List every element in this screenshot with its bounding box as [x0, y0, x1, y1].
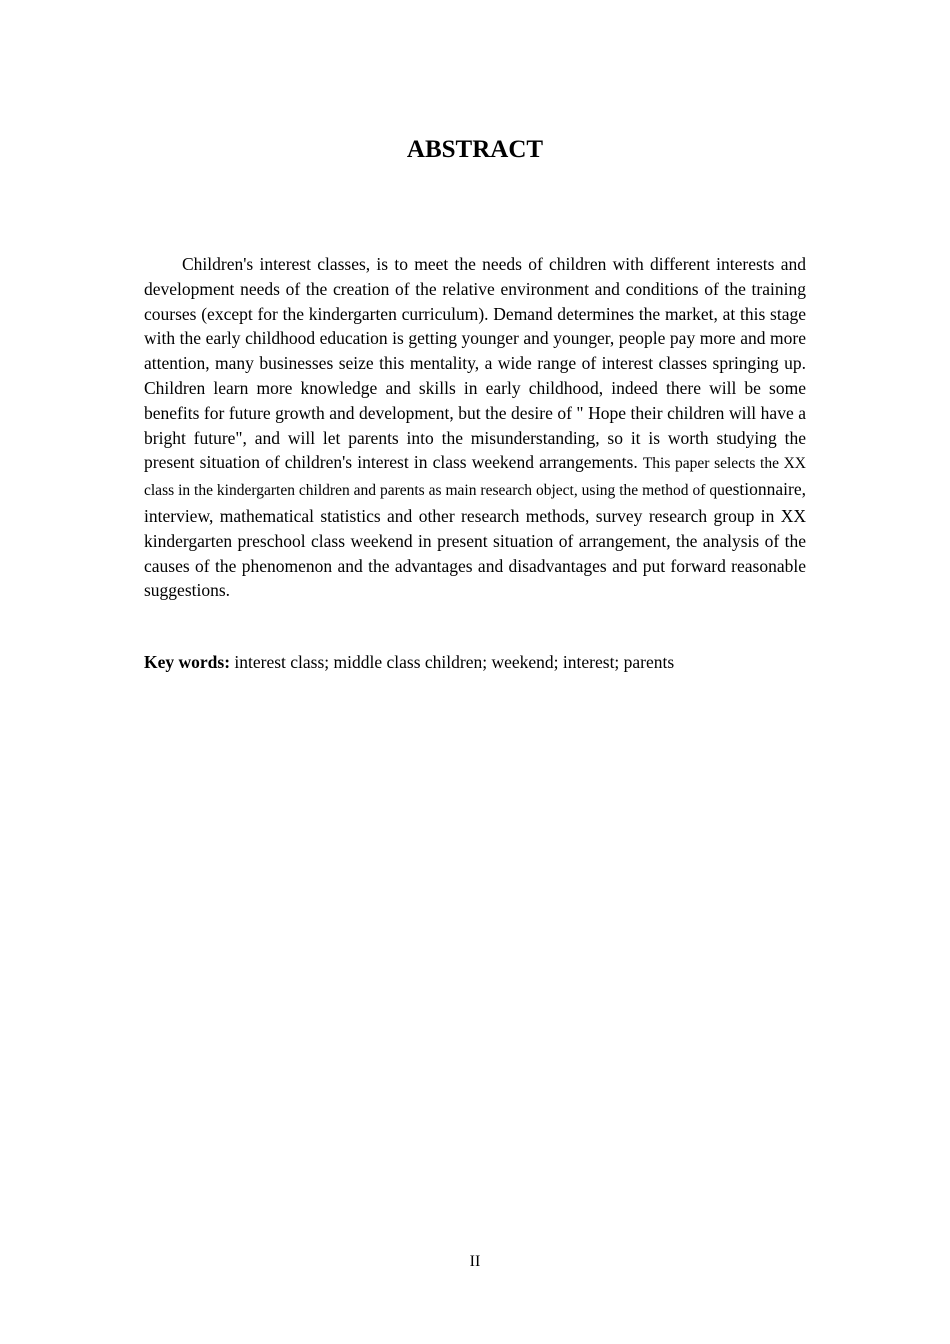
- abstract-text-part-1: Children's interest classes, is to meet the needs of children with different interests and development needs of the creation of the relative environment and conditions of the training courses (except for the kindergarten curriculum). Demand determines the market, at this stage with the early childhood education is getting younger and younger, people pay more and more attention, many businesses seize this mentality, a wide range of interest classes springing up. Children learn more knowledge and skills in early childhood, indeed there will be some benefits for future growth and development, but the desire of " Hope their children will have a bright future", and will let parents into the misunderstanding, so it is worth studying the present situation of children's interest in class weekend arrangements.: [144, 254, 806, 473]
- abstract-text-part-3: estionnaire, interview, mathematical statistics and other research methods, survey research group in XX kindergarten preschool class weekend in present situation of arrangement, the analysis of the causes of the phenomenon and the advantages and disadvantages and put forward reasonable suggestions.: [144, 479, 806, 601]
- page-number: II: [469, 1253, 481, 1270]
- keywords-line: [144, 650, 806, 675]
- keywords-value: interest class; middle class children; weekend; interest; parents: [230, 652, 675, 672]
- abstract-title: ABSTRACT: [406, 136, 544, 163]
- abstract-paragraph: [144, 252, 806, 603]
- keywords-label: Key words:: [144, 652, 231, 672]
- abstract-text-part-2: This paper selects the XX class in the kindergarten children and parents as main research object, using the method of qu: [144, 455, 806, 500]
